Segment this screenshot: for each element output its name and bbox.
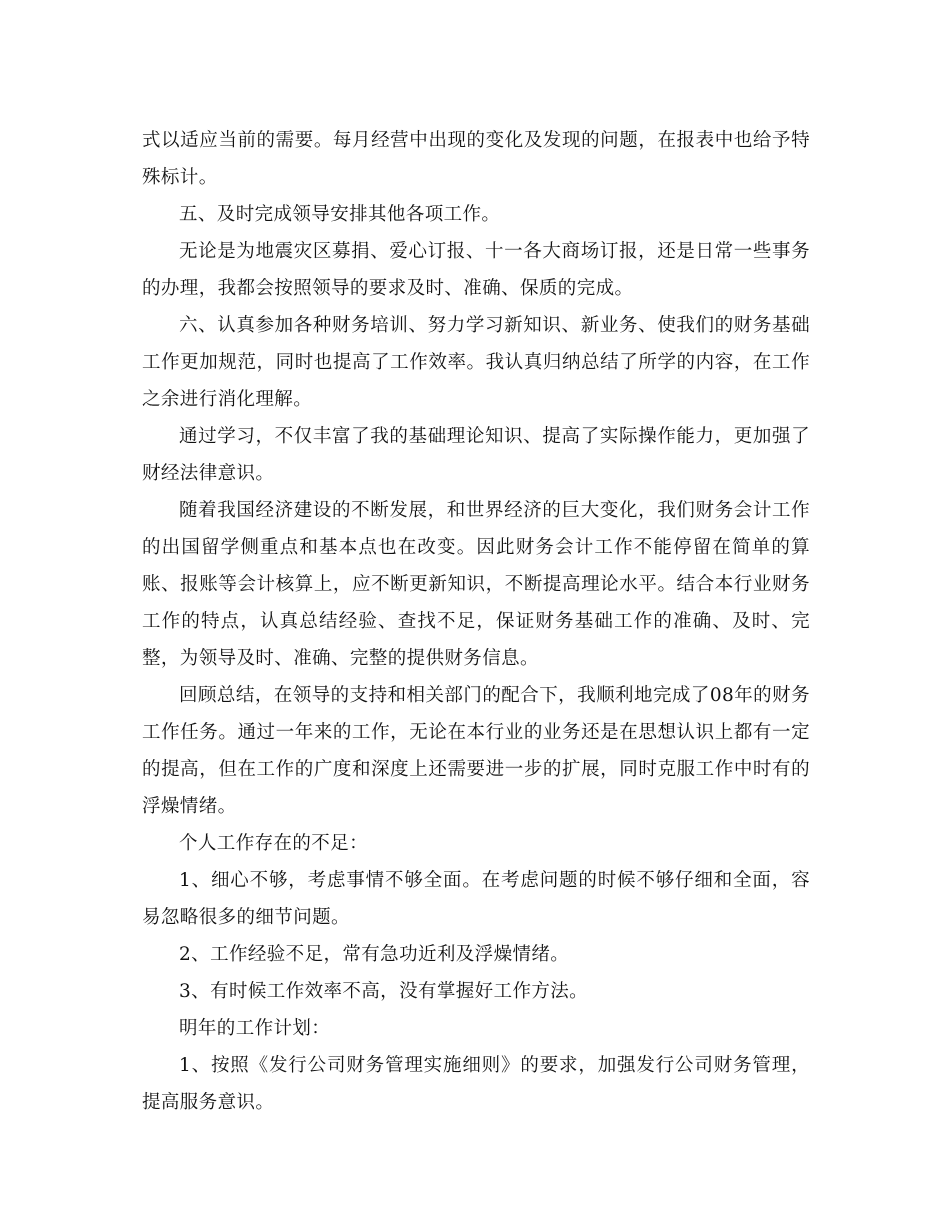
document-body	[142, 122, 810, 1121]
shortcoming-item-1: 1、细心不够，考虑事情不够全面。在考虑问题的时候不够仔细和全面，容易忽略很多的细节问题。	[142, 870, 810, 928]
section-heading-shortcomings: 个人工作存在的不足：	[179, 833, 369, 854]
shortcoming-item-2: 2、工作经验不足，常有急功近利及浮燥情绪。	[179, 944, 570, 965]
paragraph-continuation: 式以适应当前的需要。每月经营中出现的变化及发现的问题，在报表中也给予特殊标计。	[142, 130, 810, 188]
paragraph-item-five: 五、及时完成领导安排其他各项工作。	[179, 204, 501, 225]
paragraph-item-five-detail: 无论是为地震灾区募捐、爱心订报、十一各大商场订报，还是日常一些事务的办理，我都会按照领导的要求及时、准确、保质的完成。	[142, 241, 810, 299]
plan-item-1: 1、按照《发行公司财务管理实施细则》的要求，加强发行公司财务管理，提高服务意识。	[142, 1055, 810, 1113]
paragraph-item-six: 六、认真参加各种财务培训、努力学习新知识、新业务、使我们的财务基础工作更加规范，同时也提高了工作效率。我认真归纳总结了所学的内容，在工作之余进行消化理解。	[142, 315, 810, 410]
paragraph-study-result: 通过学习，不仅丰富了我的基础理论知识、提高了实际操作能力，更加强了财经法律意识。	[142, 426, 810, 484]
paragraph-development: 随着我国经济建设的不断发展，和世界经济的巨大变化，我们财务会计工作的出国留学侧重点和基本点也在改变。因此财务会计工作不能停留在简单的算账、报账等会计核算上，应不断更新知识，不断提高理论水平。结合本行业财务工作的特点，认真总结经验、查找不足，保证财务基础工作的准确、及时、完整，为领导及时、准确、完整的提供财务信息。	[142, 500, 810, 669]
shortcoming-item-3: 3、有时候工作效率不高，没有掌握好工作方法。	[179, 981, 589, 1002]
section-heading-next-year-plan: 明年的工作计划：	[179, 1018, 331, 1039]
paragraph-review-summary: 回顾总结，在领导的支持和相关部门的配合下，我顺利地完成了08年的财务工作任务。通过一年来的工作，无论在本行业的业务还是在思想认识上都有一定的提高，但在工作的广度和深度上还需要进一步的扩展，同时克服工作中时有的浮燥情绪。	[142, 685, 810, 817]
